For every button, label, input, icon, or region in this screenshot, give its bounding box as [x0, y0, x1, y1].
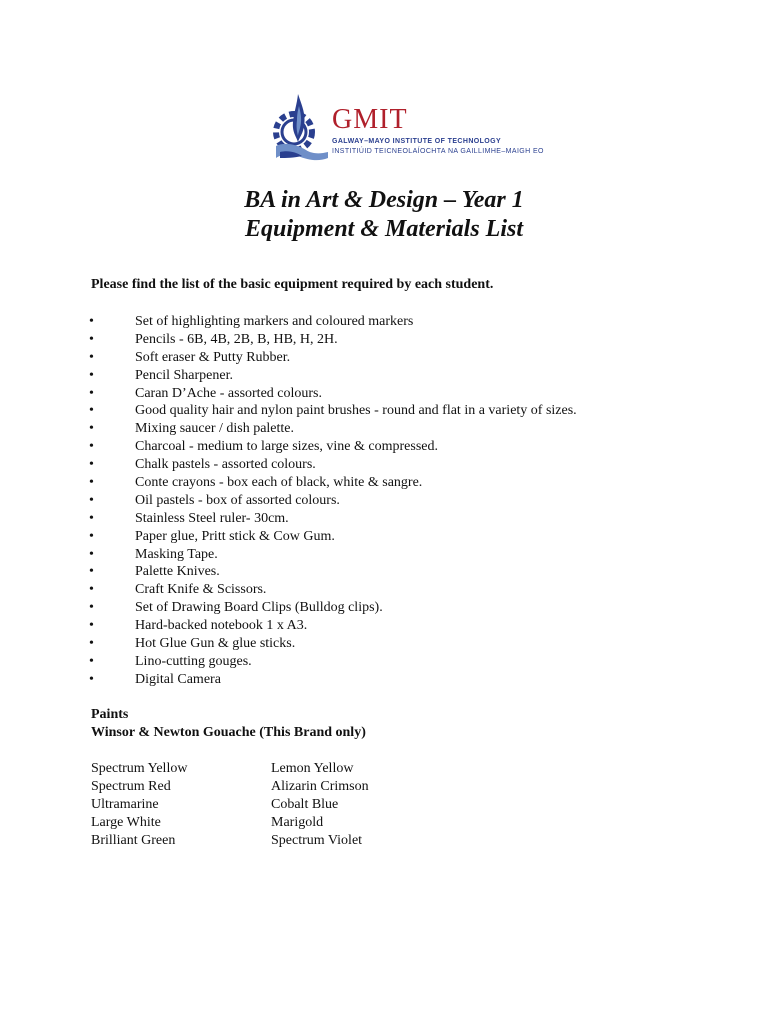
list-item-text: Good quality hair and nylon paint brushes - round and flat in a variety of sizes.: [135, 403, 577, 419]
bullet: •: [89, 475, 94, 491]
bullet: •: [89, 421, 94, 437]
list-item-text: Charcoal - medium to large sizes, vine & compressed.: [135, 439, 438, 455]
paint-color: Cobalt Blue: [271, 796, 339, 812]
list-item-text: Conte crayons - box each of black, white & sangre.: [135, 475, 423, 491]
list-item-text: Paper glue, Pritt stick & Cow Gum.: [135, 528, 335, 544]
paints-heading: Paints: [91, 707, 129, 722]
intro-text: Please find the list of the basic equipment required by each student.: [91, 277, 494, 292]
list-item-text: Soft eraser & Putty Rubber.: [135, 349, 291, 365]
list-item-text: Pencils - 6B, 4B, 2B, B, HB, H, 2H.: [135, 331, 338, 347]
bullet: •: [89, 528, 94, 544]
bullet: •: [89, 653, 94, 669]
list-item-text: Lino-cutting gouges.: [135, 653, 252, 669]
bullet: •: [89, 367, 94, 383]
logo-name: GMIT: [332, 104, 408, 135]
list-item-text: Masking Tape.: [135, 546, 218, 562]
paint-color: Brilliant Green: [91, 832, 176, 848]
bullet: •: [89, 439, 94, 455]
list-item-text: Pencil Sharpener.: [135, 367, 233, 383]
paint-colors-left-column: [91, 760, 187, 849]
document-subtitle: Equipment & Materials List: [244, 216, 524, 242]
bullet: •: [89, 582, 94, 598]
list-item-text: Stainless Steel ruler- 30cm.: [135, 510, 289, 526]
bullet: •: [89, 546, 94, 562]
paint-color: Spectrum Violet: [271, 832, 363, 848]
list-item-text: Palette Knives.: [135, 564, 220, 580]
paint-color: Large White: [91, 814, 161, 830]
bullet: •: [89, 600, 94, 616]
paint-color: Marigold: [271, 814, 324, 830]
gmit-emblem-icon: [272, 92, 332, 168]
document-title: BA in Art & Design – Year 1: [244, 187, 524, 213]
bullet: •: [89, 492, 94, 508]
bullet: •: [89, 349, 94, 365]
list-item-text: Mixing saucer / dish palette.: [135, 421, 295, 437]
list-item-text: Oil pastels - box of assorted colours.: [135, 492, 340, 508]
list-item-text: Hot Glue Gun & glue sticks.: [135, 636, 296, 652]
bullet: •: [89, 510, 94, 526]
paint-color: Ultramarine: [91, 796, 159, 812]
list-item-text: Digital Camera: [135, 671, 221, 687]
bullet: •: [89, 385, 94, 401]
bullet: •: [89, 403, 94, 419]
paint-color: Spectrum Red: [91, 778, 171, 794]
list-item-text: Set of Drawing Board Clips (Bulldog clips).: [135, 600, 383, 616]
logo-subtitle-irish: INSTITIÚID TEICNEOLAÍOCHTA NA GAILLIMHE–MAIGH EO: [332, 148, 544, 155]
list-item-text: Chalk pastels - assorted colours.: [135, 457, 316, 473]
bullet: •: [89, 618, 94, 634]
paint-color: Alizarin Crimson: [271, 778, 369, 794]
list-item-text: Hard-backed notebook 1 x A3.: [135, 618, 308, 634]
paint-colors-right-column: [271, 760, 369, 849]
bullet: •: [89, 331, 94, 347]
bullet: •: [89, 671, 94, 687]
bullet: •: [89, 564, 94, 580]
paint-color: Spectrum Yellow: [91, 761, 188, 776]
bullet: •: [89, 636, 94, 652]
list-item-text: Set of highlighting markers and coloured markers: [135, 314, 414, 329]
logo-subtitle-english: GALWAY–MAYO INSTITUTE OF TECHNOLOGY: [332, 138, 502, 145]
paint-color: Lemon Yellow: [271, 761, 354, 776]
gmit-logo: [272, 92, 544, 168]
list-item-text: Caran D’Ache - assorted colours.: [135, 385, 322, 401]
paints-brand: Winsor & Newton Gouache (This Brand only): [91, 725, 366, 740]
bullet: •: [89, 457, 94, 473]
bullet: •: [89, 314, 94, 329]
list-item-text: Craft Knife & Scissors.: [135, 582, 267, 598]
